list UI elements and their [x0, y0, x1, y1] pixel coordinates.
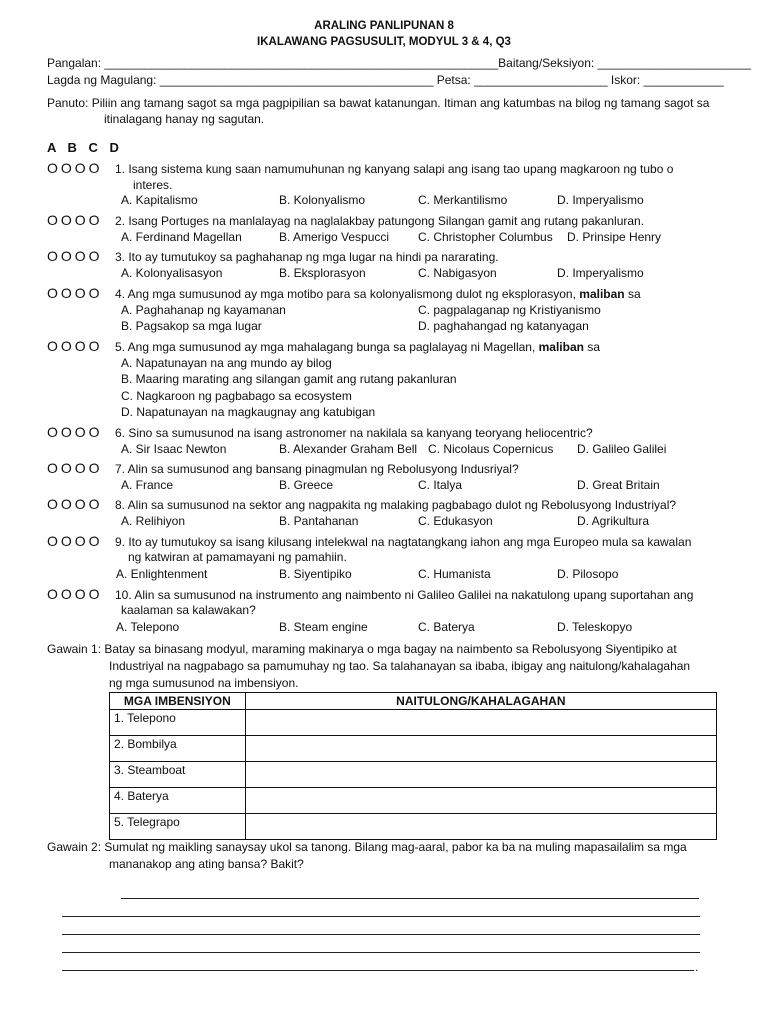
panuto-line2: itinalagang hanay ng sagutan. [104, 112, 265, 126]
gawain1-line1: Gawain 1: Batay sa binasang modyul, maraming makinarya o mga bagay na naimbento sa Rebolusyong Siyentipiko at [47, 642, 677, 656]
q10-option-c: C. Baterya [418, 620, 475, 634]
q7-option-d: D. Great Britain [577, 478, 660, 492]
question-10-cont: kaalaman sa kalawakan? [121, 603, 256, 617]
gawain1-line2: Industriyal na nagpabago sa pamumuhay ng tao. Sa talahanayan sa ibaba, ibigay ang naitulong/kahalagahan [109, 659, 691, 673]
question-9: OOOO 9. Ito ay tumutukoy sa isang kilusang intelekwal na nagtatangkang iahon ang mga Europeo mula sa kawalan [47, 533, 692, 549]
gawain1-line3: ng mga sumusunod na imbensiyon. [109, 676, 299, 690]
page-subtitle: IKALAWANG PAGSUSULIT, MODYUL 3 & 4, Q3 [257, 36, 511, 48]
essay-writing-line[interactable] [62, 916, 700, 917]
invention-cell: 2. Bombilya [110, 736, 246, 762]
q5-option-b: B. Maaring marating ang silangan gamit ang rutang pakanluran [121, 372, 457, 386]
answer-cell[interactable] [245, 762, 716, 788]
answer-cell[interactable] [245, 710, 716, 736]
q5-option-c: C. Nagkaroon ng pagbabago sa ecosystem [121, 389, 352, 403]
answer-bubbles[interactable]: OOOO [47, 496, 103, 512]
q2-option-a: A. Ferdinand Magellan [121, 230, 242, 244]
essay-writing-line[interactable] [62, 952, 700, 953]
q5-option-a: A. Napatunayan na ang mundo ay bilog [121, 356, 332, 370]
q1-option-d: D. Imperyalismo [557, 193, 644, 207]
q1-option-c: C. Merkantilismo [418, 193, 508, 207]
question-6: OOOO 6. Sino sa sumusunod na isang astronomer na nakilala sa kanyang teoryang heliocentric? [47, 424, 593, 440]
question-3: OOOO 3. Ito ay tumutukoy sa paghahanap ng mga lugar na hindi pa nararating. [47, 248, 499, 264]
answer-bubbles[interactable]: OOOO [47, 424, 103, 440]
q4-option-d: D. paghahangad ng katanyagan [418, 319, 589, 333]
question-2: OOOO 2. Isang Portuges na manlalayag na naglalakbay patungong Silangan gamit ang rutang pakanluran. [47, 212, 645, 228]
answer-bubbles[interactable]: OOOO [47, 586, 103, 602]
question-7: OOOO 7. Alin sa sumusunod ang bansang pinagmulan ng Rebolusyong Indusriyal? [47, 460, 519, 476]
q8-option-d: D. Agrikultura [577, 514, 650, 528]
gawain2-line1: Gawain 2: Sumulat ng maikling sanaysay ukol sa tanong. Bilang mag-aaral, pabor ka ba na muling mapasailalim sa mga [47, 840, 687, 854]
q2-option-b: B. Amerigo Vespucci [279, 230, 390, 244]
answer-bubbles[interactable]: OOOO [47, 338, 103, 354]
q10-option-d: D. Teleskopyo [557, 620, 633, 634]
answer-bubbles[interactable]: OOOO [47, 285, 103, 301]
table-row [110, 814, 717, 840]
q2-option-c: C. Christopher Columbus [418, 230, 553, 244]
answer-bubbles[interactable]: OOOO [47, 160, 103, 176]
q10-option-b: B. Steam engine [279, 620, 368, 634]
q6-option-d: D. Galileo Galilei [577, 442, 667, 456]
column-header-contribution: NAITULONG/KAHALAGAHAN [245, 693, 716, 710]
q8-option-b: B. Pantahanan [279, 514, 359, 528]
q6-option-b: B. Alexander Graham Bell [279, 442, 418, 456]
q4-option-b: B. Pagsakop sa mga lugar [121, 319, 262, 333]
inventions-table [109, 692, 717, 840]
table-row [110, 762, 717, 788]
question-1: OOOO 1. Isang sistema kung saan namumuhunan ng kanyang salapi ang isang tao upang magkaroon ng tubo o [47, 160, 674, 176]
column-header-inventions: MGA IMBENSIYON [110, 693, 246, 710]
essay-end-period: . [695, 960, 699, 974]
q9-option-b: B. Siyentipiko [279, 567, 352, 581]
q8-option-a: A. Relihiyon [121, 514, 186, 528]
lagda-field[interactable]: Lagda ng Magulang: _________________________________________ Petsa: ____________________ Iskor: ____________ [47, 73, 724, 87]
q4-option-c: C. pagpalaganap ng Kristiyanismo [418, 303, 601, 317]
invention-cell: 5. Telegrapo [110, 814, 246, 840]
essay-writing-line[interactable] [62, 934, 700, 935]
q6-option-c: C. Nicolaus Copernicus [428, 442, 554, 456]
answer-bubbles[interactable]: OOOO [47, 533, 103, 549]
essay-writing-line[interactable] [121, 898, 699, 899]
answer-cell[interactable] [245, 814, 716, 840]
panuto-line1: Panuto: Piliin ang tamang sagot sa mga pagpipilian sa bawat katanungan. Itiman ang katumbas na bilog ng tamang sagot sa [47, 96, 710, 110]
invention-cell: 4. Baterya [110, 788, 246, 814]
q6-option-a: A. Sir Isaac Newton [121, 442, 227, 456]
q1-option-a: A. Kapitalismo [121, 193, 198, 207]
essay-writing-line[interactable] [62, 970, 694, 971]
table-header-row [110, 693, 717, 710]
answer-bubbles[interactable]: OOOO [47, 248, 103, 264]
q5-option-d: D. Napatunayan na magkaugnay ang katubigan [121, 405, 376, 419]
q3-option-d: D. Imperyalismo [557, 266, 644, 280]
invention-cell: 1. Telepono [110, 710, 246, 736]
table-row [110, 736, 717, 762]
q3-option-c: C. Nabigasyon [418, 266, 497, 280]
q7-option-a: A. France [121, 478, 174, 492]
q4-option-a: A. Paghahanap ng kayamanan [121, 303, 286, 317]
invention-cell: 3. Steamboat [110, 762, 246, 788]
gawain2-line2: mananakop ang ating bansa? Bakit? [109, 857, 304, 871]
answer-bubbles[interactable]: OOOO [47, 460, 103, 476]
question-4: OOOO 4. Ang mga sumusunod ay mga motibo para sa kolonyalismong dulot ng eksplorasyon, maliban sa [47, 285, 641, 301]
q1-option-b: B. Kolonyalismo [279, 193, 366, 207]
pangalan-field[interactable]: Pangalan: ___________________________________________________________Baitang/Seksiyon: _______________________ [47, 56, 752, 70]
q9-option-d: D. Pilosopo [557, 567, 619, 581]
table-row [110, 788, 717, 814]
q2-option-d: D. Prinsipe Henry [567, 230, 662, 244]
question-9-cont: ng katwiran at pamamayani ng pamahiin. [128, 550, 347, 564]
q9-option-c: C. Humanista [418, 567, 491, 581]
q3-option-b: B. Eksplorasyon [279, 266, 366, 280]
q8-option-c: C. Edukasyon [418, 514, 493, 528]
answer-cell[interactable] [245, 736, 716, 762]
q10-option-a: A. Telepono [116, 620, 180, 634]
q9-option-a: A. Enlightenment [116, 567, 208, 581]
question-1-cont: interes. [133, 178, 173, 192]
table-row [110, 710, 717, 736]
question-8: OOOO 8. Alin sa sumusunod na sektor ang nagpakita ng malaking pagbabago dulot ng Rebolusyong Industriyal? [47, 496, 677, 512]
question-5: OOOO 5. Ang mga sumusunod ay mga mahalagang bunga sa paglalayag ni Magellan, maliban sa [47, 338, 600, 354]
page-title: ARALING PANLIPUNAN 8 [314, 20, 454, 32]
q3-option-a: A. Kolonyalisasyon [121, 266, 223, 280]
answer-cell[interactable] [245, 788, 716, 814]
question-10: OOOO 10. Alin sa sumusunod na instrumento ang naimbento ni Galileo Galilei na nakatulong upang suportahan ang [47, 586, 694, 602]
answer-column-header: A B C D [47, 140, 123, 155]
q7-option-b: B. Greece [279, 478, 334, 492]
answer-bubbles[interactable]: OOOO [47, 212, 103, 228]
q7-option-c: C. Italya [418, 478, 463, 492]
